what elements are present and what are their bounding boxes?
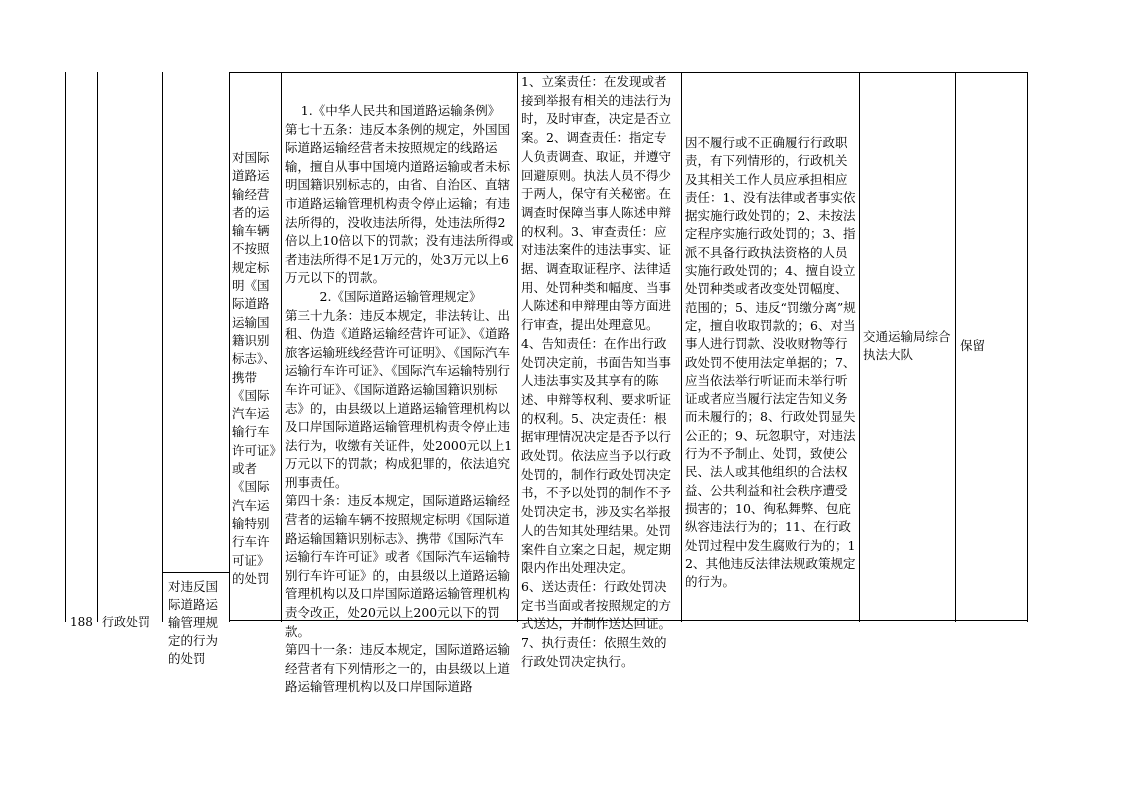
remark-text: 保留 [960, 338, 986, 353]
responsibility-cell [521, 73, 678, 669]
column-border [859, 72, 860, 622]
basis-clause-40: 第四十条：违反本规定，国际道路运输经营者的运输车辆不按照规定标明《国际道路运输国籍识别标志》、携带《国际汽车运输行车许可证》或者《国际汽车运输特别行车许可证》的，由县级以上道路运输管理机构以及口岸国际道路运输管理机构责令改正，处20元以上200元以下的罚款。 [285, 493, 511, 639]
parent-item-text: 对违反国际道路运输管理规定的行为的处罚 [168, 579, 219, 666]
basis-clause-41: 第四十一条：违反本规定，国际道路运输经营者有下列情形之一的，由县级以上道路运输管理机构以及口岸国际道路 [285, 642, 511, 695]
accountability-cell [685, 134, 857, 590]
column-border [162, 72, 163, 622]
category-text: 行政处罚 [102, 615, 151, 629]
remark-cell [960, 337, 1020, 357]
column-border [281, 72, 282, 622]
department-cell [863, 328, 955, 368]
department-text: 交通运输局综合执法大队 [863, 329, 951, 363]
column-border [681, 72, 682, 622]
item-name-cell [232, 149, 280, 619]
column-border [97, 72, 98, 622]
item-name-text: 对国际道路运输经营者的运输车辆不按照规定标明《国际道路运输国籍识别标志》、携带《国际汽车运输行车许可证》或者《国际汽车运输特别行车许可证》的处罚 [232, 150, 276, 586]
category-cell [102, 613, 160, 632]
responsibility-text: 1、立案责任：在发现或者接到举报有相关的违法行为时，及时审查，决定是否立案。2、调查责任：指定专人负责调查、取证，并遵守回避原则。执法人员不得少于两人，保守有关秘密。在调查时保障当事人陈述申辩的权利。3、审查责任：应对违法案件的违法事实、证据、调查取证程序、法律适用、处罚种类和幅度、当事人陈述和申辩理由等方面进行审查，提出处理意见。4、告知责任：在作出行政处罚决定前，书面告知当事人违法事实及其享有的陈述、申辩等权利、要求听证的权利。5、决定责任：根据审理情况决定是否予以行政处罚。依法应当予以行政处罚的，制作行政处罚决定书，不予以处罚的制作不予处罚决定书，涉及实名举报人的告知其处理结果。处罚案件自立案之日起，规定期限内作出处理决定。 6、送达责任：行政处罚决定书当面或者按照规定的方式送达，并制作送达回证。7、执行责任：依照生效的行政处罚决定执行。 [521, 74, 672, 669]
column-border [229, 72, 230, 622]
column-border [65, 72, 66, 622]
legal-basis-cell [285, 102, 516, 695]
column-border [1027, 72, 1028, 622]
column-border [955, 72, 956, 622]
parent-item-cell [168, 578, 228, 666]
column-border [517, 72, 518, 622]
row-border-mid [162, 572, 229, 573]
row-number [70, 613, 95, 632]
basis-clause-39: 第三十九条：违反本规定，非法转让、出租、伪造《道路运输经营许可证》、《道路旅客运输班线经营许可证明》、《国际汽车运输行车许可证》、《国际汽车运输特别行车许可证》、《国际道路运输国籍识别标志》的，由县级以上道路运输管理机构以及口岸国际道路运输管理机构责令停止违法行为，收缴有关证件，处2000元以上1万元以下的罚款；构成犯罪的，依法追究刑事责任。 [285, 307, 513, 490]
basis-heading-1: 1.《中华人民共和国道路运输条例》 [300, 103, 501, 118]
basis-heading-2: 2.《国际道路运输管理规定》 [319, 288, 482, 304]
basis-clause-75: 第七十五条：违反本条例的规定，外国国际道路运输经营者未按照规定的线路运输，擅自从事中国境内道路运输或者未标明国籍识别标志的，由省、自治区、直辖市道路运输管理机构责令停止运输；有违法所得的，没收违法所得，处违法所得2倍以上10倍以下的罚款；没有违法所得或者违法所得不足1万元的，处3万元以上6万元以下的罚款。 [285, 121, 514, 286]
row-number-text: 188 [70, 615, 93, 629]
accountability-text: 因不履行或不正确履行行政职责，有下列情形的，行政机关及其相关工作人员应承担相应责任：1、没有法律或者事实依据实施行政处罚的；2、未按法定程序实施行政处罚的；3、指派不具备行政执法资格的人员实施行政处罚的；4、擅自设立处罚种类或者改变处罚幅度、范围的；5、违反“罚缴分离”规定，擅自收取罚款的；6、对当事人进行罚款、没收财物等行政处罚不使用法定单据的；7、应当依法举行听证而未举行听证或者应当履行法定告知义务而未履行的；8、行政处罚显失公正的；9、玩忽职守，对违法行为不予制止、处罚，致使公民、法人或其他组织的合法权益、公共利益和社会秩序遭受损害的；10、徇私舞弊、包庇纵容违法行为的；11、在行政处罚过程中发生腐败行为的；12、其他违反法律法规政策规定的行为。 [685, 135, 856, 590]
